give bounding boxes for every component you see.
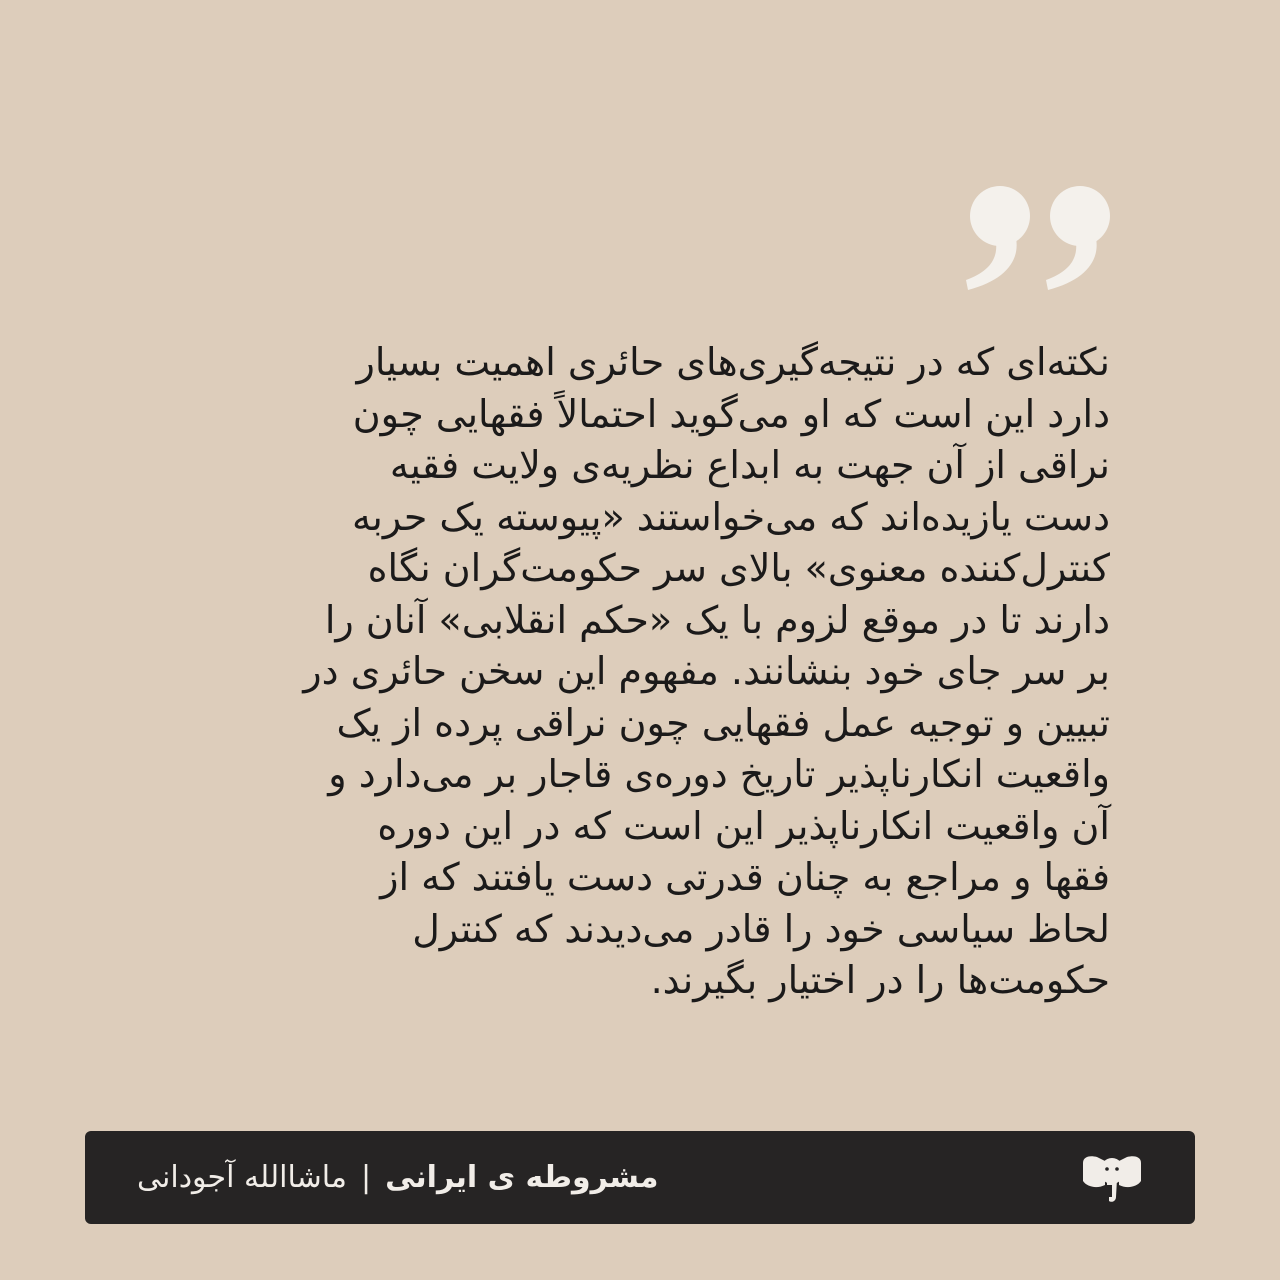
separator: | — [360, 1160, 372, 1195]
quote-line: حکومت‌ها را در اختیار بگیرند. — [650, 958, 1110, 1002]
closing-quote-icon — [958, 180, 1118, 300]
book-title: مشروطه ی ایرانی — [385, 1160, 659, 1195]
source-attribution — [137, 1131, 658, 1224]
quote-line: دارد این است که او می‌گوید احتمالاً فقهایی چون — [352, 391, 1110, 436]
quote-line: دارند تا در موقع لزوم با یک «حکم انقلابی» آنان را — [324, 597, 1110, 642]
quote-line: تبیین و توجیه عمل فقهایی چون نراقی پرده از یک — [336, 700, 1110, 745]
quote-line: آن واقعیت انکارناپذیر این است که در این دوره — [377, 803, 1110, 848]
quote-line: فقها و مراجع به چنان قدرتی دست یافتند که از — [380, 855, 1110, 899]
quote-line: لحاظ سیاسی خود را قادر می‌دیدند که کنترل — [412, 906, 1110, 951]
elephant-icon — [1079, 1153, 1145, 1205]
footer-bar — [85, 1131, 1195, 1224]
quote-line: بر سر جای خود بنشانند. مفهوم این سخن حائری در — [303, 649, 1110, 693]
quote-text — [160, 337, 1110, 1007]
quote-line: نراقی از آن جهت به ابداع نظریه‌ی ولایت فقیه — [389, 443, 1110, 487]
quote-line: کنترل‌کننده معنوی» بالای سر حکومت‌گران نگاه — [367, 546, 1110, 590]
quote-line: واقعیت انکارناپذیر تاریخ دوره‌ی قاجار بر می‌دارد و — [328, 752, 1110, 796]
author-name: ماشاالله آجودانی — [137, 1160, 347, 1195]
quote-line: دست یازیده‌اند که می‌خواستند «پیوسته یک حربه — [351, 494, 1110, 539]
quote-line: نکته‌ای که در نتیجه‌گیری‌های حائری اهمیت بسیار — [356, 340, 1110, 384]
